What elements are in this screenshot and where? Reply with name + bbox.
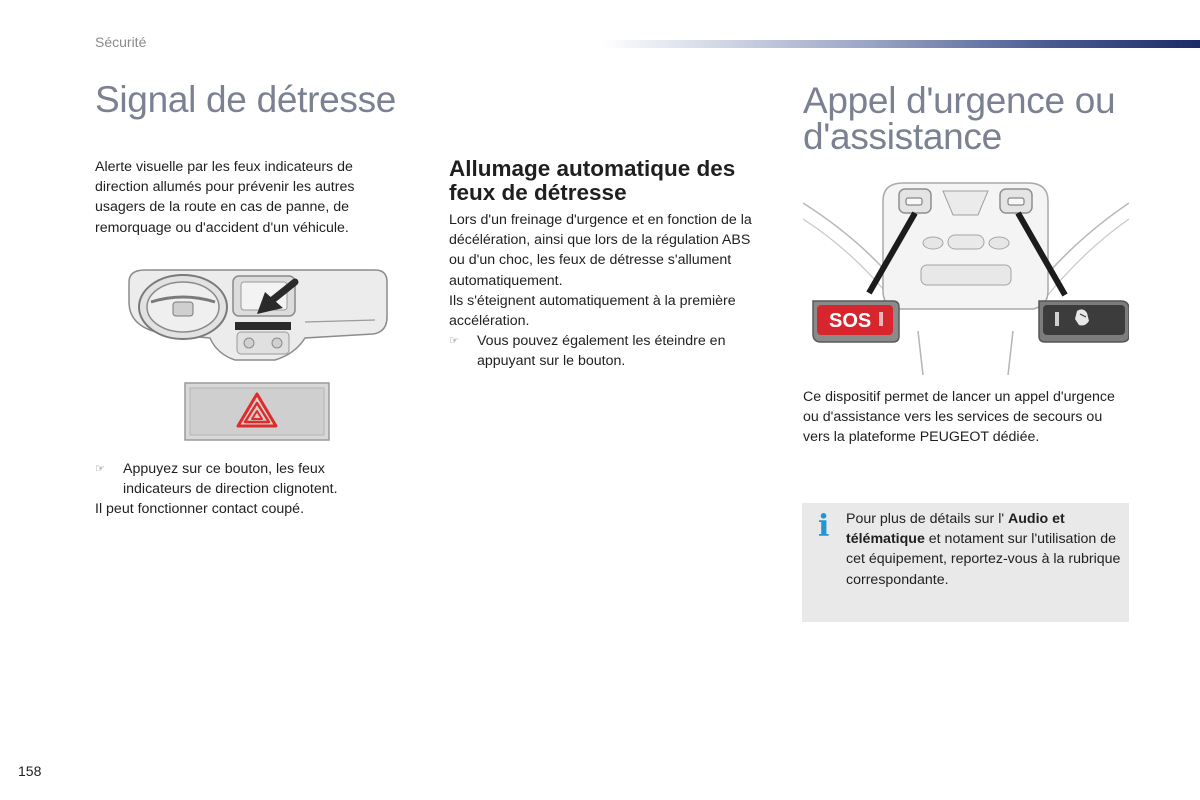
hazard-instruction-text: Appuyez sur ce bouton, les feux indicateurs de direction clignotent.: [123, 461, 338, 498]
sos-button: [813, 301, 899, 342]
assistance-button: [1039, 301, 1129, 342]
auto-hazard-instruction-text: Vous pouvez également les éteindre en appuyant sur le bouton.: [477, 333, 726, 370]
dashboard-illustration: [125, 262, 390, 367]
auto-hazard-body: Lors d'un freinage d'urgence et en fonction de la décélération, ainsi que lors de la régulation ABS ou d'un choc, les feux de détresse s'allument automatiquement.: [449, 212, 752, 289]
info-bold-link: Audio et télématique: [846, 511, 1065, 548]
title-emergency-call: Appel d'urgence ou d'assistance: [803, 80, 1116, 157]
hazard-button-illustration: [184, 382, 330, 441]
title-hazard-signal: Signal de détresse: [95, 79, 397, 120]
pointing-hand-icon: ☞: [95, 463, 105, 475]
section-label: Sécurité: [95, 34, 147, 50]
pointing-hand-icon: ☞: [449, 335, 459, 347]
header-bar: [600, 40, 1200, 48]
auto-hazard-body-2: Ils s'éteignent automatiquement à la première accélération.: [449, 293, 736, 330]
info-box: [802, 503, 1129, 622]
sos-label: SOS: [829, 310, 872, 332]
auto-hazard-heading: Allumage automatique des feux de détresse: [449, 156, 736, 205]
hazard-note: Il peut fonctionner contact coupé.: [95, 501, 305, 517]
emergency-call-body: Ce dispositif permet de lancer un appel d'urgence ou d'assistance vers les services de secours ou vers la plateforme PEUGEOT dédiée.: [803, 389, 1115, 446]
hazard-intro-text: Alerte visuelle par les feux indicateurs de direction allumés pour prévenir les autres usagers de la route en cas de panne, de remorquage ou d'accident d'un véhicule.: [95, 159, 355, 236]
info-text: Pour plus de détails sur l' Audio et télématique et notament sur l'utilisation de cet équipement, reportez-vous à la rubrique correspondante.: [846, 511, 1121, 588]
page-number: 158: [18, 763, 42, 779]
roof-console-illustration: [803, 181, 1129, 375]
info-icon: i: [818, 509, 830, 544]
